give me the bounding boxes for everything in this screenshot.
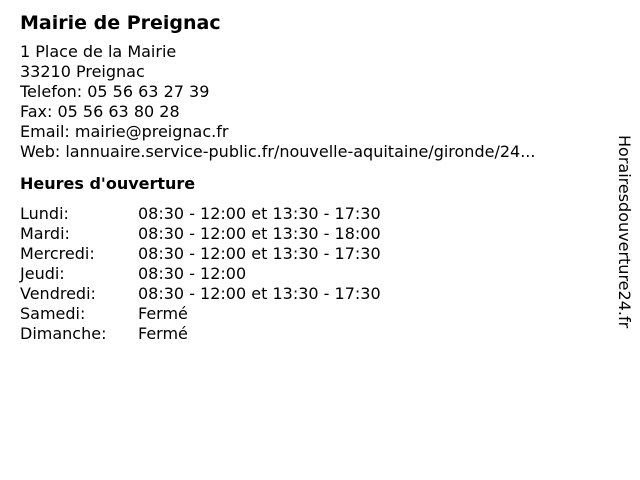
- site-watermark: Horairesdouverture24.fr: [615, 135, 634, 329]
- time-value: 08:30 - 12:00: [138, 264, 247, 283]
- hours-row: [20, 264, 600, 284]
- hours-row: [20, 224, 600, 244]
- day-label: Vendredi:: [20, 284, 96, 303]
- email-line: Email: mairie@preignac.fr: [20, 122, 229, 141]
- day-label: Dimanche:: [20, 324, 107, 343]
- fax-line: Fax: 05 56 63 80 28: [20, 102, 180, 121]
- day-label: Mercredi:: [20, 244, 95, 263]
- time-value: 08:30 - 12:00 et 13:30 - 17:30: [138, 244, 381, 263]
- time-value: 08:30 - 12:00 et 13:30 - 18:00: [138, 224, 381, 243]
- hours-row: [20, 304, 600, 324]
- time-value: 08:30 - 12:00 et 13:30 - 17:30: [138, 204, 381, 223]
- time-value: Fermé: [138, 324, 188, 343]
- hours-row: [20, 284, 600, 304]
- day-label: Mardi:: [20, 224, 70, 243]
- hours-list: [20, 204, 600, 344]
- hours-row: [20, 244, 600, 264]
- address-street: 1 Place de la Mairie: [20, 42, 177, 61]
- hours-heading: Heures d'ouverture: [20, 174, 196, 193]
- phone-line: Telefon: 05 56 63 27 39: [20, 82, 210, 101]
- day-label: Jeudi:: [20, 264, 65, 283]
- hours-row: [20, 204, 600, 224]
- time-value: 08:30 - 12:00 et 13:30 - 17:30: [138, 284, 381, 303]
- page-title: Mairie de Preignac: [20, 12, 221, 34]
- day-label: Samedi:: [20, 304, 86, 323]
- day-label: Lundi:: [20, 204, 69, 223]
- address-city: 33210 Preignac: [20, 62, 145, 81]
- contact-card: [20, 10, 600, 344]
- hours-row: [20, 324, 600, 344]
- time-value: Fermé: [138, 304, 188, 323]
- web-line: Web: lannuaire.service-public.fr/nouvelle-aquitaine/gironde/24...: [20, 142, 536, 161]
